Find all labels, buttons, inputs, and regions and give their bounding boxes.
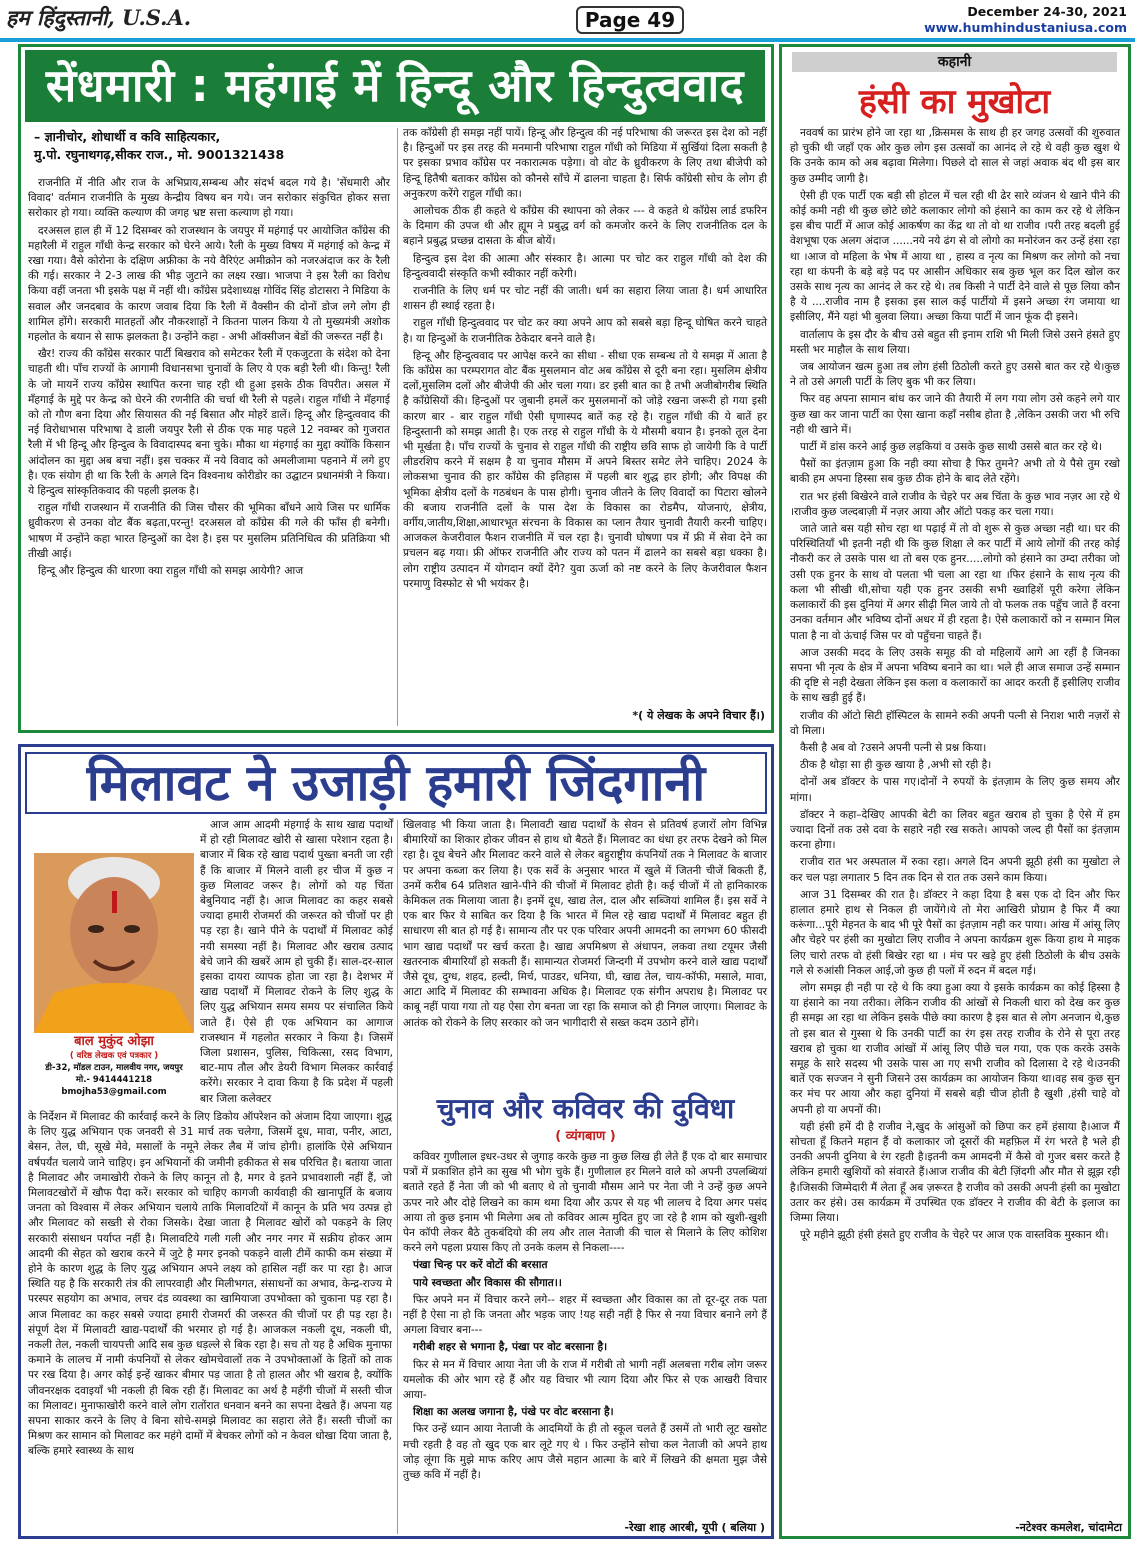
paragraph: फिर वह अपना सामान बांध कर जाने की तैयारी में लग गया लोग उसे कहने लगे यार कुछ खा कर जाना पार्टी का ऐसा खाना कहाँ नसीब होता है ,लेकिन उसकी जरा भी रुचि नही थी खाने में। [790,393,1120,436]
paragraph: ठीक है थोड़ा सा ही कुछ खाया है ,अभी सो रही है। [800,759,992,772]
header-rule [0,38,1135,42]
paragraph: कविवर गुणीलाल इधर-उधर से जुगाड़ करके कुछ ना कुछ लिख ही लेते हैं एक दो बार समाचार पत्रों में प्रकाशित होने का सुख भी भोग चुके हैं। गुणीलाल हर मिलने वाले को अपनी उपलब्धियां बताते रहते हैं नेता जी को भी बताए थे तो चुनावी मौसम आने पर नेता जी ने उन्हें कुछ अपने ऊपर नारे और दोहे लिखने का काम थमा दिया और ऊपर से यह भी लालच दे दिया अगर पसंद आया तो कुछ इनाम भी मिलेगा अब तो कविवर आत्म मुदित हुए जा रहे है शाम को खुशी-खुशी पेन कॉपी लेकर बैठे तुकबंदियो की लय और ताल नेताजी की चाल से मिलाने के लिए कोशिश करने लगे पहला प्रयास किए तो उनके कलम से निकला---- [403,1151,767,1255]
verse-line: पंखा चिन्ह पर करें वोटों की बरसात [413,1259,548,1272]
paragraph: पार्टी में डांस करने आई कुछ लड़कियां व उसके कुछ साथी उससे बात कर रहे थे। [800,441,1102,454]
story-kicker: कहानी [937,54,972,70]
verse-line: गरीबी शहर से भगाना है, पंखा पर वोट बरसाना है। [413,1341,608,1354]
paragraph: कैसी है अब वो ?उसने अपनी पत्नी से प्रश्न किया। [800,741,987,754]
article1-byline [34,128,394,164]
byline-line-2: मु.पो. रघुनाथगढ़,सीकर राज., मो. 9001321438 [34,147,285,162]
satire-author: -रेखा शाह आरबी, यूपी ( बलिया ) [624,1521,765,1534]
paragraph: डॉक्टर ने कहा–देखिए आपकी बेटी का लिवर बहुत खराब हो चुका है ऐसे में हम ज्यादा दिनों तक उसे दवा के सहारे नही रख सकते। आपको जल्द ही पैसों का इंतज़ाम करना होगा। [790,808,1120,852]
verse-line: पाये स्वच्छता और विकास की सौगात।। [413,1276,562,1289]
paragraph: राहुल गाँधी हिन्दुत्ववाद पर चोट कर क्या अपने आप को सबसे बड़ा हिन्दू घोषित करने चाहते है। या हिन्दुओं के राजनीतिक ठेकेदार बनने वाले है। [403,317,767,345]
paragraph: राहुल गाँधी राजस्थान में राजनीति की जिस चौसर की भूमिका बाँधने आये जिस पर धार्मिक ध्रुवीकरण से उनका वोट बैंक बढ़ता,परन्तु! दरअसल वो कॉंग्रेस की गले की फाँस ही बनेगी। भाषण में उन्होंने कहा भारत हिन्दुओं का देश है। इस पर मुसलिम प्रतिनिधित्व की प्रतिक्रिया भी तीखी आई। [28,502,390,560]
byline-line-1: – ज्ञानीचोर, शोधार्थी व कवि साहित्यकार, [34,129,221,144]
paragraph: जाते जाते बस यही सोच रहा था पढ़ाई में तो वो शुरू से कुछ अच्छा नही था। घर की परिस्थितियाँ भी इतनी नही थी कि कुछ शिक्षा ले कर पार्टी में आये लोगों की तरह कोई नौकरी कर ले उसके पास था तो बस एक हुनर.....लोगो को हंसाने का उम्दा तरीका जो उसी एक हुनर के साथ वो पलता भी चला आ रहा था ।फिर हंसाने के साथ नृत्य की कला भी सीखी थी,सोचा यही एक हुनर उसकी सभी ख्वाहिशें पूरी करेगा लेकिन कलाकारों की इस दुनियां में अगर सीढ़ी मिल जाये तो वो फलक तक पहुँच जाते हैं वरना उनका वर्तमान और भविष्य दोनों अधर में ही रहता है। ऐसे कलाकारों को न सम्मान मिल पाता है ना वो ऊंचाई जिस पर वो पहुँचना चाहते हैं। [790,523,1120,642]
paragraph: राजनीति के लिए धर्म पर चोट नहीं की जाती। धर्म का सहारा लिया जाता है। धर्म आधारित शासन ही स्थाई रहता है। [403,285,767,313]
paragraph: आज उसकी मदद के लिए उसके समूह की वो महिलायें आगे आ रहीं है जिनका सपना भी नृत्य के क्षेत्र में अपना भविष्य बनाने का था। भले ही आज समाज उन्हें सम्मान की दृष्टि से नही देखता लेकिन इस कला व कलाकारों का आदर करती हैं इसीलिए राजीव के साथ खड़ी हुई हैं। [790,646,1120,705]
column-divider [397,820,398,1534]
paragraph: नववर्ष का प्रारंभ होने जा रहा था ,क्रिसमस के साथ ही हर जगह उत्सवों की शुरुवात हो चुकी थी जहाँ एक ओर कुछ लोग इस उत्सवों का आनंद ले रहे थे वही कुछ खुश थे कि उनके काम को अब बढ़ावा मिलेगा। पिछले दो साल से जहां अवाक बंद थी इस बार कुछ उम्मीद जागी है। [790,127,1120,185]
website-link[interactable]: www.humhindustaniusa.com [924,20,1127,35]
story-body [790,126,1120,1518]
paragraph: हिन्दू और हिन्दुत्व की धारणा क्या राहुल गाँधी को समझ आयेगी? आज [38,565,304,578]
dateline [924,4,1127,36]
story-headline: हंसी का मुखोटा [858,82,1051,122]
paragraph: राजीव की ऑटो सिटी हॉस्पिटल के सामने रुकी अपनी पत्नी से निराश भारी नज़रों से वो मिला। [790,709,1120,737]
paragraph: पैसों का इंतज़ाम हुआ कि नही क्या सोचा है फिर तुमने? अभी तो ये पैसे तुम रखो बाकी हम अपना हिस्सा सब कुछ ठीक होने के बाद लेते रहेंगे। [790,458,1120,486]
article1-column-2 [403,126,767,706]
satire-body [403,1150,767,1518]
paragraph: दोनों अब डॉक्टर के पास गए।दोनों ने रुपयों के इंतज़ाम के लिए कुछ समय और मांगा। [790,776,1120,804]
satire-headline: चुनाव और कविवर की दुविधा [436,1092,735,1125]
paragraph: रात भर हंसी बिखेरने वाले राजीव के चेहरे पर अब चिंता के कुछ भाव नज़र आ रहे थे ।राजीव कुछ जल्दबाज़ी में नज़र आया और ऑटो पकड़ कर चला गया। [790,490,1120,518]
article2-column-2 [403,818,767,1086]
paragraph: राजीव रात भर अस्पताल में रुका रहा। अगले दिन अपनी झूठी हंसी का मुखोटा ले कर चल पड़ा लगातार 5 दिन तक दिन से रात तक उसने काम किया। [790,856,1120,884]
author-address: डी-32, मॉडल टाउन, मालवीय नगर, जयपुर [45,1063,183,1073]
story-author: -नटेश्वर कमलेश, चांदामेटा [1015,1521,1122,1534]
author-photo [34,853,194,1033]
paragraph: आज आम आदमी मंहगाई के साथ खाद्य पदार्थों में हो रही मिलावट खोरी से खासा परेशान रहता है। बाजार में बिक रहे खाद्य पदार्थ पुख्ता बनती जा रही हैं कि बाजार में मिलने वाली हर चीज में कुछ न कुछ मिलावट जरूर है। लोगों को यह चिंता बेबुनियाद नहीं है। आज मिलावट का कहर सबसे ज्यादा हमारी रोजमर्रा की जरूरत को चीजों पर ही पड़ रहा है। खाने पीने के पदार्थों में मिलावट कोई नयी समस्या नहीं है। मिलावट और खराब उत्पाद बेचे जाने की खबरें आम हो चुकी हैं। साल-दर-साल इसका दायरा व्यापक होता जा रहा है। देशभर में खाद्य पदार्थों में मिलावट रोकने के लिए शुद्ध के लिए युद्ध अभियान समय समय पर संचालित किये जाते हैं। ऐसे ही एक अभियान का आगाज राजस्थान में गहलोत सरकार ने किया है। जिसमें जिला प्रशासन, पुलिस, चिकित्सा, रसद विभाग, बाट-माप तौल और डेयरी विभाग मिलकर कार्रवाई करेंगे। सरकार ने दावा किया है कि प्रदेश में पहली बार जिला कलेक्टर [200,819,393,1105]
author-mobile: मो.- 9414441218 [75,1075,153,1085]
author-portrait-illustration [34,853,194,1033]
paragraph: फिर अपने मन में विचार करने लगे-- शहर में स्वच्छता और विकास का तो दूर-दूर तक पता नहीं है ऐसा ना हो कि जनता और भड़क जाए !यह सही नहीं है फिर से नया विचार बनाने लगे हैं अगला विचार बना--- [403,1293,767,1337]
paragraph: यही हंसी हमें दी है राजीव ने,खुद के आंसुओं को छिपा कर हमें हंसाया है।आज मैं सोचता हूँ कितने महान हैं वो कलाकार जो दूसरों की महफ़िल में रंग भरते है भले ही उनकी अपनी दुनिया बे रंग रहती है।इतनी कम आमदनी में कैसे वो गुजर बसर करते है लेकिन हमारी खुशियों को संवारते हैं।आज राजीव की बेटी ज़िंदगी और मौत से झूझ रही है।जिसकी जिम्मेदारी मैं लेता हूँ अब ज़रूरत है राजीव को उसकी अपनी हंसी का मुखोटा उतार कर हंसे। उस कार्यक्रम में उपस्थित एक डॉक्टर ने राजीव की बेटी के इलाज का जिम्मा लिया। [790,1120,1120,1225]
paragraph: खैर! राज्य की कॉंग्रेस सरकार पार्टी बिखराव को समेटकर रैली में एकजुटता के संदेश को देना चाहती थी। पाँच राज्यों के आगामी विधानसभा चुनावों के लिए ये एक बड़ी रैली थी। किन्तु! रैली के जो मायनें राज्य कॉंग्रेस स्थापित करना चाह रही थी हुआ इसके ठीक विपरीत। असल में मँहगाई के मुद्दे पर केन्द्र को घेरने की रणनीति की चर्चा थी रैली से पहले। राहुल गाँधी ने मँहगाई को तो गौण बना दिया और सियासत की नई बिसात और मोहरें डालें। हिन्दू और हिन्दुत्ववाद की नई विरोधाभास परिभाषा दे डाली जयपुर रैली से ठीक एक माह पहले 12 नवम्बर को गुजरात रैली में भी हिन्दू और हिन्दुत्व के विवादास्पद बना चुके। मौका था मंहगाई का मुद्दा क्योंकि किसान आंदोलन का मुद्दा अब बचा नहीं। इस चक्कर में नये विवाद को अमलीजामा पहनाने में लगे हुए है। एक संयोग ही था कि रैली के अगले दिन विश्वनाथ कोरीडोर का उद्घाटन प्रधानमंत्री ने किया। ये हिन्दुत्व सांस्कृतिकवाद की पहली झलक है। [28,348,390,498]
satire-subtitle: ( व्यंगबाण ) [555,1129,616,1144]
paragraph: दरअसल हाल ही में 12 दिसम्बर को राजस्थान के जयपुर में महंगाई पर आयोजित कॉंग्रेस की महारैली में राहुल गाँधी केन्द्र सरकार को घेरने आये। रैली के मुख्य विषय में महंगाई को केन्द्र में रखा गया। वैसे कोरोना के दक्षिण अफ्रीका के नये वैरिएंट अमीक्रोन को नजरअंदाज कर के रैली की गई। सरकार ने 2-3 लाख की भीड़ जुटाने का लक्ष्य रखा। भाजपा ने इस रैली का विरोध किया वहीं जनता भी इसके पक्ष में नहीं थी। कॉंग्रेस प्रदेशाध्यक्ष गोविंद सिंह डोटासरा ने मिडिया के सवाल और जनदबाव के कारण जवाब दिया कि रैली में वैक्सीन की दोनों डोज लगे लोग ही शामिल होंगे। सरकारी मातहतों और नौकरशाहों ने कितना पालन किया ये तो मुख्यमंत्री अशोक गहलोत के बयान से साफ झलकता है। उन्होंने कहा - अभी ऑक्सीजन बेडों की जरूरत नहीं है। [28,224,390,344]
paragraph: के निर्देशन में मिलावट की कार्रवाई करने के लिए डिकोय ऑपरेशन को अंजाम दिया जाएगा। शुद्ध के लिए युद्ध अभियान एक जनवरी से 31 मार्च तक चलेगा, जिसमें दूध, मावा, पनीर, आटा, बेसन, तेल, घी, सूखे मेवे, मसालों के नमूने लेकर लैब में जांच होगी। हालांकि ऐसे अभियान वर्षपर्यंत चलाये जाने चाहिए। इन अभियानों की जमीनी हकीकत से सब परिचित है। बताया जाता है मिलावट और जमाखोरी रोकने के लिए कानून तो है, मगर वे इतने प्रभावशाली नहीं हैं, जो मिलावटखोरों में खौफ पैदा करें। सरकार को चाहिए कागजी कार्यवाही की खानापूर्ति के बजाय जनता को विश्वास में लेकर अभियान चलाये ताकि मिलावटियों में कानून के प्रति भय उत्पन्न हो और मिलावट को सख्ती से रोका जिसके। देखा जाता है मिलावट खोरों को पकड़ने के लिए सरकारी संसाधन पर्याप्त नहीं है। मिलावटिये गली गली और नगर नगर में सक्रीय होकर आम आदमी की सेहत को खराब करने में जुटे है मगर इनको पकड़ने वाली टीमें काफी कम संख्या में होने के कारण शुद्ध के लिए युद्ध अभियान अपने लक्ष्य को हासिल नहीं कर पा रहा है। आज स्थिति यह है कि सरकारी तंत्र की लापरवाही और मिलीभगत, संसाधनों का अभाव, केन्द्र-राज्य मे परस्पर सहयोग का अभाव, लचर दंड व्यवस्था का खामियाजा उपभोक्ता को चुकाना पड़ रहा है। आज मिलावट का कहर सबसे ज्यादा हमारी रोजमर्रा की जरूरत की चीजों पर ही पड़ रहा है। संपूर्ण देश में मिलावटी खाद्य-पदार्थों की भरमार हो गई है। आजकल नकली दूध, नकली घी, नकली तेल, नकली चायपत्ती आदि सब कुछ धड़ल्ले से बिक रहा है। सच तो यह है अधिक मुनाफा कमाने के लालच में नामी कंपनियों से लेकर खोमचेवालों तक ने उपभोक्ताओं के हितों को ताक पर रख दिया है। अगर कोई इन्हें खाकर बीमार पड़ जाता है तो हालत और भी खराब है, क्योंकि जीवनरक्षक दवाइयाँ भी नकली ही बिक रही हैं। मिलावट का अर्थ है महँगी चीजों में सस्ती चीज का मिलावट। मुनाफाखोरी करने वाले लोग रातोंरात धनवान बनने का सपना देखते हैं। अपना यह सपना साकार करने के लिए वे बिना सोचे-समझे मिलावट का सहारा लेते हैं। सस्ती चीजों का मिश्रण कर सामान को मिलावट कर महंगे दामों में बेचकर लोगों को न केवल धोखा दिया जाता है, बल्कि हमारे स्वास्थ्य के साथ [28,1111,392,1458]
article1-column-1 [28,176,390,728]
paragraph: पूरे महीने झूठी हंसी हंसते हुए राजीव के चेहरे पर आज एक वास्तविक मुस्कान थी। [800,1229,1109,1242]
paragraph: आज 31 दिसम्बर की रात है। डॉक्टर ने कहा दिया है बस एक दो दिन और फिर हालात हमारे हाथ से निकल ही जायेंगे।ये तो मेरा आखिरी प्रोग्राम है फिर मैं क्या करूंगा...पूरी मेहनत के बाद भी पूरे पैसों का इंतज़ाम नही कर पाया। आंख में आंसू लिए और चेहरे पर हंसी का मुखोटा लिए राजीव ने अपना कार्यक्रम शुरू किया हाथ मे माइक लिए चारो तरफ वो हंसी बिखेर रहा था । मंच पर खड़े हुए हंसी ठिठोली के बीच उसके गले से रुआंसी निकल आई,जो कुछ ही पलों में रुदन में बदल गई। [790,888,1120,977]
author-email[interactable]: bmojha53@gmail.com [61,1087,167,1097]
column-divider [397,128,398,726]
paragraph: हिन्दुत्व इस देश की आत्मा और संस्कार है। आत्मा पर चोट कर राहुल गाँधी को देश की हिन्दुत्ववादी संस्कृति कभी स्वीकार नहीं करेगी। [403,252,767,280]
paragraph: तक कॉंग्रेसी ही समझ नहीं पायें। हिन्दू और हिन्दुत्व की नई परिभाषा की जरूरत इस देश को नहीं है। हिन्दुओं पर इस तरह की मनमानी परिभाषा राहुल गाँधी को मिडिया में सुर्खियां दिला सकती है पर इसका प्रभाव कॉंग्रेस पर नकारात्मक पड़ेगा। वो वोट के ध्रुवीकरण के लिए तथा बीजेपी को हिन्दू हितैषी बताकर कॉंग्रेस को कौनसे साँचे में ढालना चाहता है। सिर्फ कॉंग्रेसी सोच के लोग ही अनुकरण करेंगे राहुल गाँधी का। [403,127,767,200]
author-role: ( वरिष्ठ लेखक एवं पत्रकार ) [69,1051,159,1061]
paragraph: जब आयोजन खत्म हुआ तब लोग हंसी ठिठोली करते हुए उससे बात कर रहे थे।कुछ ने तो उसे अगली पार्टी के लिए बुक भी कर लिया। [790,361,1120,389]
article2-column-1 [28,1110,392,1535]
author-name: बाल मुकुंद ओझा [74,1034,154,1049]
paragraph: हिन्दू और हिन्दुत्ववाद पर आपेक्ष करने का सीधा - सीधा एक सम्बन्ध तो ये समझ में आता है कि कॉंग्रेस का परम्परागत वोट बैंक मुसलमान वोट अब कॉंग्रेस से दूरी बना रहा। मुसलिम क्षेत्रीय दलों,मुसलिम दलों और बीजेपी की ओर चला गया। डर इसी बात का है तभी अजीबोगरीब स्थिति है कॉंग्रेसियों की। हिन्दुओं पर जुबानी हमलें कर मुसलमानों को जोड़े रखना जरूरी हो गया इसी कारण बार - बार राहुल गाँधी ऐसी घृणास्पद बातें कह रहे है। राहुल गाँधी की ये बातें हर हिन्दुस्तानी को समझ आती है। एक तरह से राहुल गाँधी के ये मौसमी बयान है। इनको तूल देना भी मूर्खता है। पाँच राज्यों के चुनाव से राहुल गाँधी की राष्ट्रीय छवि साफ हो जायेगी कि वे पार्टी लीडरशिप करने में सक्षम है या चुनाव मौसम में अपने बिस्तर समेट लेने चाहिए। 2024 के लोकसभा चुनाव की हार कॉंग्रेस की इतिहास में पहली बार शुद्ध हार होगी; और विपक्ष की भूमिका क्षेत्रीय दलों के गठबंधन के पास होगी। चुनाव जीतने के लिए विवादों का पिटारा खोलने की बजाय राजनीति दलों के पास देश के विकास का रोडमैप, योजनाएं, क्षेत्रीय, वर्गीय,जातीय,शिक्षा,आधारभूत संरचना के विकास का प्लान तैयार चुनावी तैयारी करनी चाहिए। आजकल केजरीवाल फैशन राजनीति में चल रहा है। चुनावी घोषणा पत्र में फ्री में सेवा देने का प्रचलन बढ़ गया। फ्री ऑफर राजनीति और राज्य को पतन में ढालने का सबसे बड़ा धक्का है। लोग राष्ट्रीय उत्पादन में योगदान क्यों देंगे? युवा ऊर्जा को नष्ट करने के लिए केजरीवाल फैशन परमाणु विस्फोट से भी भयंकर है। [403,349,767,590]
page-number-badge: Page 49 [576,6,684,34]
verse-line: शिक्षा का अलख जगाना है, पंखे पर वोट बरसाना है। [413,1406,614,1419]
issue-date: December 24-30, 2021 [967,4,1127,19]
paragraph: फिर उन्हें ध्यान आया नेताजी के आदमियों के ही तो स्कूल चलते हैं उसमें तो भारी लूट खसोट मची रहती है वह तो खुद एक बार लूटे गए थे । फिर उन्होंने सोचा कल नेताजी को अपने हाथ जोड़ लूंगा कि मुझे माफ करिए आप जैसे महान आत्मा के बारे में लिखने की क्षमता मुझ जैसे तुच्छ कवि में नहीं है। [403,1423,767,1482]
article1-headline: सेंधमारी : महंगाई में हिन्दू और हिन्दुत्ववाद [45,59,745,112]
masthead: हम हिंदुस्तानी, U.S.A. [6,5,192,30]
paragraph: लोग समझ ही नही पा रहे थे कि क्या हुआ क्या ये इसके कार्यक्रम का कोई हिस्सा है या हंसाने का नया तरीका। लेकिन राजीव की आंखों से निकली धारा को देख कर कुछ ही समझ आ रहा था लेकिन इसके पीछे क्या कारण है इस बात से लोग अनजान थे,कुछ तो इस बात से गुस्सा थे कि उनकी पार्टी का रंग इस तरह राजीव के रोने से पूरा तरह खराब हो चुका था राजीव आंखों में आंसू लिए पीछे चल गया, एक एक करके उसके समूह के सारे सदस्य भी उसके पास आ गए सभी राजीव को दिलासा दे रहे थे।उनकी बातें एक सज्जन ने सुनी जिसने उस कार्यक्रम का आयोजन किया था।वह सब कुछ सुन कर मंच पर आया और कहा दुनियां में सबसे बड़ी चीज होती है खुशी ,हंसी चाहे वो अपनी हो या अपनों की। [790,981,1120,1116]
paragraph: आलोचक ठीक ही कहते थे कॉंग्रेस की स्थापना को लेकर --- वे कहते थे कॉंग्रेस लार्ड डफरिन के दिमाग की उपज थी और ह्यूम ने प्रबुद्ध वर्ग को कमजोर करने के लिए राजनीतिक दल के बहाने प्रबुद्ध प्रच्छन्न दासता के बीज बोयें। [403,205,767,248]
author-note: *( ये लेखक के अपने विचार हैं।) [632,709,765,722]
paragraph: फिर से मन में विचार आया नेता जी के राज में गरीबी तो भागी नहीं अलबत्ता गरीब लोग जरूर यमलोक की ओर भाग रहे हैं और यह विचार भी त्याग दिया और फिर से एक आखरी विचार आया- [403,1358,767,1402]
paragraph: खिलवाड़ भी किया जाता है। मिलावटी खाद्य पदार्थों के सेवन से प्रतिवर्ष हजारों लोग विभिन्न बीमारियों का शिकार होकर जीवन से हाथ धो बैठते हैं। मिलावट का धंधा हर तरफ देखने को मिल रहा है। दूध बेचने और मिलावट करने वाले से लेकर बहुराष्ट्रीय कंपनियों तक ने मिलावट के बाजार पर अपना कब्जा कर लिया है। एक सर्वे के अनुसार भारत में खुले में जितनी चीजें बिकती हैं, उनमें करीब 64 प्रतिशत खाने-पीने की चीजों में मिलावट होती है। कई चीजों में तो हानिकारक केमिकल तक मिलाया जाता है। इनमें दूध, खाद्य तेल, दाल और सब्जियां शामिल हैं। इस सर्वे ने एक बार फिर ये साबित कर दिया है कि भारत में मिल रहे खाद्य पदार्थों में मिलावट बहुत ही साधारण सी बात हो गई है। सामान्य तौर पर एक परिवार अपनी आमदनी का लगभग 60 फीसदी भाग खाद्य पदार्थों पर खर्च करता है। खाद्य अपमिश्रण से अंधापन, लकवा तथा टयूमर जैसी खतरनाक बीमारियाँ हो सकती हैं। सामान्यत रोजमर्रा जिन्दगी में उपभोग करने वाले खाद्य पदार्थों जैसे दूध, दुग्ध, शहद, हल्दी, मिर्च, पाउडर, धनिया, घी, खाद्य तेल, चाय-कॉफी, मसाले, मावा, आटा आदि में मिलावट की सम्भावना अधिक है। मिलावट एक संगीन अपराध है। मिलावट पर काबू नहीं पाया गया तो यह ऐसा रोग बनता जा रहा कि समाज को ही निगल जाएगा। मिलावट के आतंक को रोकने के लिए सरकार को जन भागीदारी से सख्त कदम उठाने होंगे। [403,819,767,1029]
paragraph: ऐसी ही एक पार्टी एक बड़ी सी होटल में चल रही थी ढेर सारे व्यंजन थे खाने पीने की कोई कमी नही थी कुछ छोटे छोटे कलाकार लोगो को हंसाने का काम कर रहे थे लेकिन इस बीच पार्टी में आज कोई आकर्षण का केंद्र था तो वो था राजीव ।परी तरह बदली हुई वेशभूषा एक अलग अंदाज ......नये नये ढंग से वो लोगो का मनोरंजन कर उन्हें हंसा रहा था ।आज वो महिला के भेष में आया था , हास्य व नृत्य का मिश्रण कर लोगो को नचा रहा था कंपनी के बड़े बड़े पद पर आसीन अधिकार सब कुछ भूल कर दिल खोल कर उसके साथ नृत्य का आनंद ले कर रहे थे। तब किसी ने पार्टी देने वाले से पूछ लिया कौन है ये ....राजीव नाम है इसका इस साल कई पार्टीयो में इसने अच्छा रंग जमाया था इसीलिए, मैंने यहां भी बुलवा लिया। अच्छा किया पार्टी में जान फूंक दी इसने। [790,189,1120,324]
paragraph: वार्तालाप के इस दौर के बीच उसे बहुत सी इनाम राशि भी मिली जिसे उसने हंसते हुए मस्ती भर माहौल के साथ लिया। [790,328,1120,356]
paragraph: राजनीति में नीति और राज के अभिप्राय,सम्बन्ध और संदर्भ बदल गये है। 'सेंधमारी और विवाद' वर्तमान राजनीति के मुख्य केन्द्रीय विषय बन गये। जन सरोकार संकुचित होकर सत्ता सरोकार हो गया। व्यक्ति कल्याण की जगह भ्रष्ट सत्ता कल्याण हो गया। [28,177,390,220]
author-details [34,1050,194,1098]
article2-headline: मिलावट ने उजाड़ी हमारी जिंदगानी [86,754,706,812]
article2-intro-column [200,818,393,1105]
